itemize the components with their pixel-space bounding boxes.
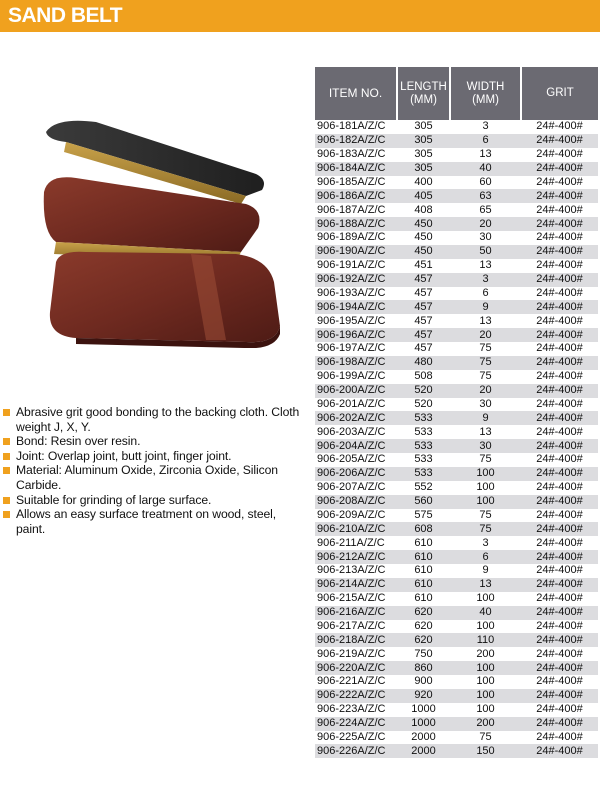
grit-cell: 24#-400# — [521, 647, 598, 661]
table-row — [315, 703, 598, 717]
width-cell: 6 — [450, 134, 521, 148]
item-no-cell: 906-215A/Z/C — [315, 592, 397, 606]
table-row — [315, 120, 598, 134]
length-cell: 610 — [397, 578, 450, 592]
table-row — [315, 522, 598, 536]
feature-list — [2, 405, 302, 536]
bullet-icon — [3, 511, 10, 518]
length-cell: 575 — [397, 509, 450, 523]
feature-text: Material: Aluminum Oxide, Zirconia Oxide, Silicon Carbide. — [16, 463, 278, 492]
feature-text: Joint: Overlap joint, butt joint, finger joint. — [16, 448, 232, 463]
item-no-cell: 906-212A/Z/C — [315, 550, 397, 564]
table-row — [315, 481, 598, 495]
width-cell: 65 — [450, 203, 521, 217]
item-no-cell: 906-211A/Z/C — [315, 536, 397, 550]
table-row — [315, 592, 598, 606]
grit-cell: 24#-400# — [521, 744, 598, 758]
header-rule — [0, 32, 600, 34]
table-row — [315, 633, 598, 647]
grit-cell: 24#-400# — [521, 342, 598, 356]
header-length: LENGTH (MM) — [397, 67, 450, 120]
table-row — [315, 717, 598, 731]
grit-cell: 24#-400# — [521, 689, 598, 703]
bullet-icon — [3, 438, 10, 445]
grit-cell: 24#-400# — [521, 162, 598, 176]
table-row — [315, 134, 598, 148]
item-no-cell: 906-202A/Z/C — [315, 411, 397, 425]
width-cell: 200 — [450, 717, 521, 731]
item-no-cell: 906-185A/Z/C — [315, 176, 397, 190]
table-row — [315, 675, 598, 689]
table-row — [315, 217, 598, 231]
length-cell: 610 — [397, 564, 450, 578]
item-no-cell: 906-201A/Z/C — [315, 398, 397, 412]
item-no-cell: 906-187A/Z/C — [315, 203, 397, 217]
page-title: SAND BELT — [8, 4, 123, 27]
length-cell: 2000 — [397, 744, 450, 758]
item-no-cell: 906-205A/Z/C — [315, 453, 397, 467]
width-cell: 9 — [450, 300, 521, 314]
grit-cell: 24#-400# — [521, 245, 598, 259]
length-cell: 610 — [397, 592, 450, 606]
grit-cell: 24#-400# — [521, 661, 598, 675]
table-row — [315, 148, 598, 162]
table-header-row — [315, 67, 598, 120]
length-cell: 457 — [397, 314, 450, 328]
width-cell: 100 — [450, 689, 521, 703]
length-cell: 457 — [397, 287, 450, 301]
grit-cell: 24#-400# — [521, 231, 598, 245]
spec-table — [315, 67, 598, 758]
width-cell: 9 — [450, 411, 521, 425]
length-cell: 305 — [397, 162, 450, 176]
item-no-cell: 906-213A/Z/C — [315, 564, 397, 578]
table-row — [315, 467, 598, 481]
sand-belt-photo — [36, 112, 296, 348]
item-no-cell: 906-216A/Z/C — [315, 606, 397, 620]
length-cell: 450 — [397, 231, 450, 245]
feature-item — [2, 507, 302, 536]
width-cell: 13 — [450, 148, 521, 162]
width-cell: 100 — [450, 675, 521, 689]
table-row — [315, 328, 598, 342]
item-no-cell: 906-206A/Z/C — [315, 467, 397, 481]
length-cell: 533 — [397, 453, 450, 467]
width-cell: 30 — [450, 439, 521, 453]
width-cell: 40 — [450, 162, 521, 176]
item-no-cell: 906-204A/Z/C — [315, 439, 397, 453]
grit-cell: 24#-400# — [521, 592, 598, 606]
item-no-cell: 906-195A/Z/C — [315, 314, 397, 328]
length-cell: 457 — [397, 300, 450, 314]
item-no-cell: 906-182A/Z/C — [315, 134, 397, 148]
grit-cell: 24#-400# — [521, 273, 598, 287]
length-cell: 520 — [397, 384, 450, 398]
length-cell: 305 — [397, 148, 450, 162]
grit-cell: 24#-400# — [521, 564, 598, 578]
width-cell: 50 — [450, 245, 521, 259]
item-no-cell: 906-191A/Z/C — [315, 259, 397, 273]
table-row — [315, 203, 598, 217]
grit-cell: 24#-400# — [521, 467, 598, 481]
item-no-cell: 906-194A/Z/C — [315, 300, 397, 314]
width-cell: 100 — [450, 495, 521, 509]
grit-cell: 24#-400# — [521, 314, 598, 328]
length-cell: 560 — [397, 495, 450, 509]
length-cell: 610 — [397, 550, 450, 564]
width-cell: 13 — [450, 425, 521, 439]
length-cell: 450 — [397, 217, 450, 231]
item-no-cell: 906-226A/Z/C — [315, 744, 397, 758]
grit-cell: 24#-400# — [521, 578, 598, 592]
table-row — [315, 176, 598, 190]
width-cell: 75 — [450, 731, 521, 745]
width-cell: 30 — [450, 398, 521, 412]
item-no-cell: 906-208A/Z/C — [315, 495, 397, 509]
length-cell: 860 — [397, 661, 450, 675]
table-row — [315, 536, 598, 550]
grit-cell: 24#-400# — [521, 203, 598, 217]
width-cell: 75 — [450, 342, 521, 356]
grit-cell: 24#-400# — [521, 176, 598, 190]
grit-cell: 24#-400# — [521, 453, 598, 467]
length-cell: 520 — [397, 398, 450, 412]
grit-cell: 24#-400# — [521, 550, 598, 564]
grit-cell: 24#-400# — [521, 703, 598, 717]
item-no-cell: 906-214A/Z/C — [315, 578, 397, 592]
width-cell: 40 — [450, 606, 521, 620]
grit-cell: 24#-400# — [521, 509, 598, 523]
grit-cell: 24#-400# — [521, 675, 598, 689]
item-no-cell: 906-203A/Z/C — [315, 425, 397, 439]
feature-item — [2, 405, 302, 434]
table-row — [315, 439, 598, 453]
length-cell: 305 — [397, 134, 450, 148]
grit-cell: 24#-400# — [521, 425, 598, 439]
width-cell: 20 — [450, 217, 521, 231]
item-no-cell: 906-224A/Z/C — [315, 717, 397, 731]
table-row — [315, 162, 598, 176]
grit-cell: 24#-400# — [521, 356, 598, 370]
feature-item — [2, 449, 302, 464]
width-cell: 100 — [450, 592, 521, 606]
length-cell: 508 — [397, 370, 450, 384]
item-no-cell: 906-200A/Z/C — [315, 384, 397, 398]
item-no-cell: 906-198A/Z/C — [315, 356, 397, 370]
width-cell: 100 — [450, 481, 521, 495]
length-cell: 400 — [397, 176, 450, 190]
table-row — [315, 689, 598, 703]
item-no-cell: 906-222A/Z/C — [315, 689, 397, 703]
width-cell: 3 — [450, 536, 521, 550]
header-item-no: ITEM NO. — [315, 67, 397, 120]
feature-text: Bond: Resin over resin. — [16, 434, 141, 449]
table-row — [315, 425, 598, 439]
table-row — [315, 453, 598, 467]
bullet-icon — [3, 409, 10, 416]
length-cell: 533 — [397, 467, 450, 481]
width-cell: 63 — [450, 189, 521, 203]
header-grit: GRIT — [521, 67, 598, 120]
table-row — [315, 314, 598, 328]
item-no-cell: 906-209A/Z/C — [315, 509, 397, 523]
length-cell: 480 — [397, 356, 450, 370]
item-no-cell: 906-217A/Z/C — [315, 620, 397, 634]
feature-item — [2, 463, 302, 492]
width-cell: 3 — [450, 120, 521, 134]
item-no-cell: 906-197A/Z/C — [315, 342, 397, 356]
width-cell: 75 — [450, 453, 521, 467]
item-no-cell: 906-193A/Z/C — [315, 287, 397, 301]
length-cell: 305 — [397, 120, 450, 134]
grit-cell: 24#-400# — [521, 620, 598, 634]
table-row — [315, 398, 598, 412]
grit-cell: 24#-400# — [521, 120, 598, 134]
grit-cell: 24#-400# — [521, 217, 598, 231]
item-no-cell: 906-188A/Z/C — [315, 217, 397, 231]
length-cell: 533 — [397, 425, 450, 439]
table-row — [315, 509, 598, 523]
item-no-cell: 906-219A/Z/C — [315, 647, 397, 661]
item-no-cell: 906-207A/Z/C — [315, 481, 397, 495]
table-row — [315, 189, 598, 203]
grit-cell: 24#-400# — [521, 259, 598, 273]
width-cell: 110 — [450, 633, 521, 647]
length-cell: 457 — [397, 273, 450, 287]
table-row — [315, 647, 598, 661]
length-cell: 1000 — [397, 703, 450, 717]
width-cell: 100 — [450, 703, 521, 717]
item-no-cell: 906-184A/Z/C — [315, 162, 397, 176]
length-cell: 620 — [397, 606, 450, 620]
grit-cell: 24#-400# — [521, 370, 598, 384]
table-body — [315, 120, 598, 758]
table-row — [315, 411, 598, 425]
item-no-cell: 906-220A/Z/C — [315, 661, 397, 675]
width-cell: 75 — [450, 522, 521, 536]
grit-cell: 24#-400# — [521, 300, 598, 314]
item-no-cell: 906-223A/Z/C — [315, 703, 397, 717]
grit-cell: 24#-400# — [521, 717, 598, 731]
table-row — [315, 259, 598, 273]
width-cell: 75 — [450, 356, 521, 370]
length-cell: 610 — [397, 536, 450, 550]
item-no-cell: 906-189A/Z/C — [315, 231, 397, 245]
grit-cell: 24#-400# — [521, 439, 598, 453]
grit-cell: 24#-400# — [521, 398, 598, 412]
table-row — [315, 342, 598, 356]
length-cell: 1000 — [397, 717, 450, 731]
item-no-cell: 906-196A/Z/C — [315, 328, 397, 342]
table-row — [315, 287, 598, 301]
grit-cell: 24#-400# — [521, 495, 598, 509]
width-cell: 75 — [450, 509, 521, 523]
grit-cell: 24#-400# — [521, 536, 598, 550]
item-no-cell: 906-221A/Z/C — [315, 675, 397, 689]
width-cell: 60 — [450, 176, 521, 190]
table-row — [315, 550, 598, 564]
length-cell: 552 — [397, 481, 450, 495]
grit-cell: 24#-400# — [521, 134, 598, 148]
grit-cell: 24#-400# — [521, 481, 598, 495]
table-row — [315, 744, 598, 758]
width-cell: 6 — [450, 550, 521, 564]
width-cell: 13 — [450, 314, 521, 328]
width-cell: 13 — [450, 259, 521, 273]
width-cell: 3 — [450, 273, 521, 287]
header-width: WIDTH (MM) — [450, 67, 521, 120]
grit-cell: 24#-400# — [521, 606, 598, 620]
length-cell: 2000 — [397, 731, 450, 745]
length-cell: 405 — [397, 189, 450, 203]
length-cell: 457 — [397, 328, 450, 342]
table-row — [315, 231, 598, 245]
item-no-cell: 906-186A/Z/C — [315, 189, 397, 203]
width-cell: 200 — [450, 647, 521, 661]
length-cell: 900 — [397, 675, 450, 689]
length-cell: 408 — [397, 203, 450, 217]
grit-cell: 24#-400# — [521, 731, 598, 745]
length-cell: 920 — [397, 689, 450, 703]
grit-cell: 24#-400# — [521, 522, 598, 536]
width-cell: 9 — [450, 564, 521, 578]
item-no-cell: 906-192A/Z/C — [315, 273, 397, 287]
feature-item — [2, 493, 302, 508]
length-cell: 457 — [397, 342, 450, 356]
width-cell: 20 — [450, 328, 521, 342]
table-row — [315, 300, 598, 314]
table-row — [315, 384, 598, 398]
grit-cell: 24#-400# — [521, 287, 598, 301]
feature-text: Suitable for grinding of large surface. — [16, 492, 212, 507]
item-no-cell: 906-181A/Z/C — [315, 120, 397, 134]
item-no-cell: 906-183A/Z/C — [315, 148, 397, 162]
length-cell: 533 — [397, 439, 450, 453]
bullet-icon — [3, 467, 10, 474]
grit-cell: 24#-400# — [521, 148, 598, 162]
width-cell: 100 — [450, 661, 521, 675]
table-row — [315, 661, 598, 675]
table-row — [315, 564, 598, 578]
table-row — [315, 245, 598, 259]
length-cell: 620 — [397, 633, 450, 647]
table-row — [315, 356, 598, 370]
item-no-cell: 906-199A/Z/C — [315, 370, 397, 384]
table-row — [315, 606, 598, 620]
width-cell: 100 — [450, 467, 521, 481]
table-row — [315, 578, 598, 592]
grit-cell: 24#-400# — [521, 384, 598, 398]
table-row — [315, 495, 598, 509]
length-cell: 750 — [397, 647, 450, 661]
item-no-cell: 906-225A/Z/C — [315, 731, 397, 745]
length-cell: 533 — [397, 411, 450, 425]
width-cell: 30 — [450, 231, 521, 245]
length-cell: 450 — [397, 245, 450, 259]
bullet-icon — [3, 453, 10, 460]
item-no-cell: 906-218A/Z/C — [315, 633, 397, 647]
feature-item — [2, 434, 302, 449]
grit-cell: 24#-400# — [521, 328, 598, 342]
table-row — [315, 731, 598, 745]
bullet-icon — [3, 497, 10, 504]
item-no-cell: 906-190A/Z/C — [315, 245, 397, 259]
front-belt-shape — [50, 252, 280, 342]
grit-cell: 24#-400# — [521, 189, 598, 203]
grit-cell: 24#-400# — [521, 411, 598, 425]
length-cell: 608 — [397, 522, 450, 536]
grit-cell: 24#-400# — [521, 633, 598, 647]
feature-text: Abrasive grit good bonding to the backing cloth. Cloth weight J, X, Y. — [16, 405, 300, 434]
item-no-cell: 906-210A/Z/C — [315, 522, 397, 536]
feature-text: Allows an easy surface treatment on wood, steel, paint. — [16, 507, 277, 536]
table-row — [315, 620, 598, 634]
width-cell: 75 — [450, 370, 521, 384]
length-cell: 620 — [397, 620, 450, 634]
table-row — [315, 370, 598, 384]
table-row — [315, 273, 598, 287]
width-cell: 150 — [450, 744, 521, 758]
width-cell: 6 — [450, 287, 521, 301]
width-cell: 100 — [450, 620, 521, 634]
length-cell: 451 — [397, 259, 450, 273]
width-cell: 20 — [450, 384, 521, 398]
width-cell: 13 — [450, 578, 521, 592]
